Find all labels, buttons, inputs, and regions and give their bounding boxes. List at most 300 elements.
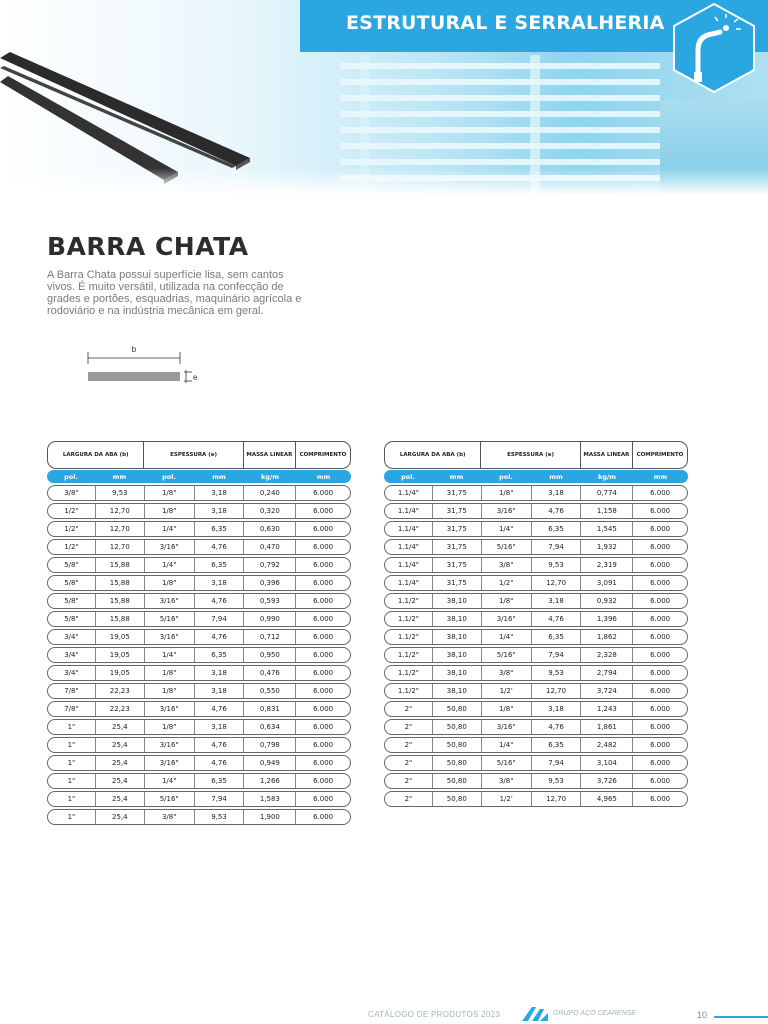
- table-cell: 1/2": [48, 540, 96, 555]
- table-row: [384, 791, 688, 808]
- table-cell: 0,831: [244, 702, 296, 717]
- table-cell: 38,10: [433, 630, 482, 645]
- table-cell: 3/16": [145, 630, 195, 645]
- table-cell: 0,240: [244, 486, 296, 501]
- table-cell: 6.000: [650, 524, 671, 533]
- table-cell: 2,319: [581, 558, 633, 573]
- table-cell: 5/16": [145, 792, 195, 807]
- table-cell: 3,18: [532, 486, 582, 501]
- table-cell: 12,70: [532, 576, 582, 591]
- table-cell: 38,10: [433, 684, 482, 699]
- table-row: [47, 719, 351, 736]
- table-cell: 1.1/2": [385, 666, 433, 681]
- table-cell: 6,35: [195, 774, 245, 789]
- fence-slat: [340, 63, 660, 69]
- fence-slat: [340, 79, 660, 85]
- table-row: [47, 773, 351, 790]
- table-cell: 6.000: [313, 758, 334, 767]
- unit-label: pol.: [401, 472, 415, 481]
- table-cell: 1/8": [145, 576, 195, 591]
- table-cell: 1.1/4": [385, 540, 433, 555]
- table-cell: 6.000: [313, 686, 334, 695]
- table-cell: 19,05: [96, 648, 145, 663]
- table-cell: 6.000: [313, 740, 334, 749]
- table-row: [384, 485, 688, 502]
- company-logo-icon: [520, 1005, 550, 1023]
- table-cell: 0,932: [581, 594, 633, 609]
- table-cell: 1/4": [482, 738, 532, 753]
- table-cell: 0,950: [244, 648, 296, 663]
- table-cell: 6.000: [650, 578, 671, 587]
- footer-group: GRUPO AÇO CEARENSE: [553, 1010, 636, 1017]
- footer-catalog: CATÁLOGO DE PRODUTOS 2023: [368, 1010, 501, 1019]
- table-cell: 25,4: [96, 792, 145, 807]
- table-cell: 6,35: [532, 630, 582, 645]
- table-cell: 1,862: [581, 630, 633, 645]
- table-cell: 3/8": [145, 810, 195, 825]
- table-row: [384, 575, 688, 592]
- table-cell: 1,932: [581, 540, 633, 555]
- table-cell: 9,53: [532, 558, 582, 573]
- table-cell: 9,53: [532, 666, 582, 681]
- table-cell: 3/4": [48, 630, 96, 645]
- table-cell: 3,18: [195, 486, 245, 501]
- table-cell: 19,05: [96, 630, 145, 645]
- table-cell: 1,243: [581, 702, 633, 717]
- table-cell: 3/8": [482, 558, 532, 573]
- table-cell: 3/16": [482, 504, 532, 519]
- table-cell: 1/8": [145, 486, 195, 501]
- table-cell: 1/8": [145, 504, 195, 519]
- table-cell: 1": [48, 774, 96, 789]
- table-cell: 6.000: [650, 668, 671, 677]
- table-cell: 6.000: [313, 794, 334, 803]
- table-cell: 5/16": [145, 612, 195, 627]
- table-cell: 6.000: [313, 704, 334, 713]
- table-cell: 5/16": [482, 756, 532, 771]
- table-cell: 25,4: [96, 810, 145, 825]
- header-largura: LARGURA DA ABA (b): [385, 442, 481, 468]
- profile-diagram: [82, 340, 212, 390]
- header-largura: LARGURA DA ABA (b): [48, 442, 144, 468]
- table-cell: 0,990: [244, 612, 296, 627]
- table-cell: 2": [385, 756, 433, 771]
- table-cell: 6.000: [650, 632, 671, 641]
- table-cell: 6.000: [650, 722, 671, 731]
- table-cell: 1.1/2": [385, 630, 433, 645]
- table-cell: 1/8": [145, 684, 195, 699]
- table-cell: 50,80: [433, 756, 482, 771]
- table-cell: 6.000: [313, 632, 334, 641]
- table-cell: 5/16": [482, 648, 532, 663]
- table-cell: 0,949: [244, 756, 296, 771]
- table-cell: 0,320: [244, 504, 296, 519]
- table-cell: 1,583: [244, 792, 296, 807]
- table-cell: 4,76: [195, 540, 245, 555]
- page-number: 10: [697, 1010, 708, 1020]
- table-cell: 2,328: [581, 648, 633, 663]
- unit-label: mm: [449, 472, 464, 481]
- table-cell: 0,798: [244, 738, 296, 753]
- table-row: [47, 521, 351, 538]
- table-cell: 2": [385, 792, 433, 807]
- unit-label: mm: [653, 472, 668, 481]
- table-cell: 1/8": [145, 720, 195, 735]
- welding-torch-icon: [668, 2, 760, 94]
- fence-slat: [340, 127, 660, 133]
- table-cell: 1,861: [581, 720, 633, 735]
- table-cell: 6.000: [313, 668, 334, 677]
- table-cell: 6.000: [650, 614, 671, 623]
- spec-table-left: [47, 441, 351, 825]
- table-row: [47, 575, 351, 592]
- table-cell: 7,94: [195, 612, 245, 627]
- unit-label: kg/m: [260, 472, 280, 481]
- table-cell: 31,75: [433, 540, 482, 555]
- table-row: [47, 665, 351, 682]
- thickness-label: e: [193, 373, 198, 382]
- table-cell: 1/2': [482, 792, 532, 807]
- table-cell: 6.000: [313, 596, 334, 605]
- table-cell: 6.000: [650, 704, 671, 713]
- table-cell: 1.1/4": [385, 486, 433, 501]
- section-title: ESTRUTURAL E SERRALHERIA: [346, 12, 665, 34]
- table-cell: 5/8": [48, 576, 96, 591]
- table-cell: 6.000: [313, 560, 334, 569]
- table-row: [47, 611, 351, 628]
- table-cell: 0,476: [244, 666, 296, 681]
- table-body: [47, 485, 351, 826]
- table-cell: 4,76: [195, 594, 245, 609]
- table-cell: 6.000: [650, 794, 671, 803]
- unit-label: pol.: [64, 472, 78, 481]
- table-row: [47, 791, 351, 808]
- table-cell: 0,634: [244, 720, 296, 735]
- table-cell: 38,10: [433, 594, 482, 609]
- table-cell: 0,792: [244, 558, 296, 573]
- table-row: [384, 683, 688, 700]
- table-cell: 1": [48, 720, 96, 735]
- table-cell: 1/8": [482, 594, 532, 609]
- fence-slat: [340, 159, 660, 165]
- table-cell: 25,4: [96, 720, 145, 735]
- table-row: [384, 647, 688, 664]
- table-cell: 6.000: [313, 578, 334, 587]
- table-cell: 6.000: [313, 614, 334, 623]
- table-cell: 3/16": [482, 720, 532, 735]
- table-cell: 1/4": [145, 774, 195, 789]
- table-cell: 1": [48, 810, 96, 825]
- unit-label: mm: [549, 472, 563, 481]
- table-cell: 0,396: [244, 576, 296, 591]
- header-massa: MASSA LINEAR: [244, 442, 296, 468]
- table-row: [47, 737, 351, 754]
- table-cell: 6.000: [650, 488, 671, 497]
- table-cell: 3/4": [48, 666, 96, 681]
- table-cell: 1/8": [482, 702, 532, 717]
- table-cell: 6.000: [650, 560, 671, 569]
- table-cell: 15,88: [96, 594, 145, 609]
- table-row: [47, 647, 351, 664]
- table-row: [384, 539, 688, 556]
- fence-slat: [340, 143, 660, 149]
- table-cell: 6,35: [532, 522, 582, 537]
- table-cell: 50,80: [433, 720, 482, 735]
- table-cell: 9,53: [96, 486, 145, 501]
- header-comprimento: COMPRIMENTO: [299, 452, 347, 458]
- table-cell: 3,18: [195, 576, 245, 591]
- table-row: [47, 809, 351, 826]
- table-cell: 25,4: [96, 738, 145, 753]
- table-cell: 1,266: [244, 774, 296, 789]
- table-cell: 6.000: [313, 488, 334, 497]
- table-cell: 1/2': [482, 684, 532, 699]
- table-cell: 12,70: [96, 540, 145, 555]
- table-cell: 1/4": [482, 630, 532, 645]
- table-cell: 0,470: [244, 540, 296, 555]
- table-cell: 1/2": [482, 576, 532, 591]
- table-cell: 15,88: [96, 558, 145, 573]
- table-cell: 1.1/2": [385, 612, 433, 627]
- table-cell: 1.1/4": [385, 522, 433, 537]
- table-cell: 1,158: [581, 504, 633, 519]
- table-cell: 1/2": [48, 504, 96, 519]
- unit-label: mm: [112, 472, 127, 481]
- table-cell: 0,712: [244, 630, 296, 645]
- fence-slat: [340, 111, 660, 117]
- table-cell: 12,70: [532, 792, 582, 807]
- table-cell: 1/8": [145, 666, 195, 681]
- table-cell: 4,76: [532, 720, 582, 735]
- table-cell: 31,75: [433, 576, 482, 591]
- table-body: [384, 485, 688, 808]
- table-cell: 6.000: [313, 542, 334, 551]
- table-cell: 6,35: [195, 558, 245, 573]
- table-cell: 1.1/2": [385, 648, 433, 663]
- table-row: [384, 503, 688, 520]
- table-cell: 3/4": [48, 648, 96, 663]
- table-row: [384, 629, 688, 646]
- hero-banner: [0, 0, 768, 195]
- table-cell: 3,18: [195, 504, 245, 519]
- table-cell: 2,482: [581, 738, 633, 753]
- table-row: [384, 593, 688, 610]
- table-row: [384, 611, 688, 628]
- table-cell: 4,965: [581, 792, 633, 807]
- table-cell: 6.000: [650, 686, 671, 695]
- table-row: [47, 557, 351, 574]
- table-row: [384, 755, 688, 772]
- table-cell: 12,70: [96, 522, 145, 537]
- table-cell: 0,550: [244, 684, 296, 699]
- table-cell: 38,10: [433, 666, 482, 681]
- table-cell: 6,35: [195, 522, 245, 537]
- header-espessura: ESPESSURA (e): [481, 442, 580, 468]
- table-cell: 6,35: [195, 648, 245, 663]
- unit-label: kg/m: [597, 472, 617, 481]
- table-row: [384, 557, 688, 574]
- table-cell: 1/4": [145, 558, 195, 573]
- table-cell: 1.1/4": [385, 558, 433, 573]
- table-cell: 7/8": [48, 702, 96, 717]
- table-cell: 6.000: [313, 722, 334, 731]
- table-cell: 3/16": [145, 756, 195, 771]
- table-cell: 12,70: [532, 684, 582, 699]
- table-cell: 1/8": [482, 486, 532, 501]
- table-cell: 1/4": [145, 648, 195, 663]
- table-cell: 1": [48, 738, 96, 753]
- table-cell: 6.000: [650, 758, 671, 767]
- header-massa: MASSA LINEAR: [581, 442, 633, 468]
- header-comprimento: COMPRIMENTO: [636, 452, 684, 458]
- flat-bars-image: [0, 30, 340, 190]
- unit-label: mm: [316, 472, 331, 481]
- table-cell: 3,091: [581, 576, 633, 591]
- table-cell: 19,05: [96, 666, 145, 681]
- table-cell: 6,35: [532, 738, 582, 753]
- table-header: [384, 441, 688, 469]
- product-title: BARRA CHATA: [47, 232, 249, 261]
- fence-slat: [340, 95, 660, 101]
- unit-label: pol.: [162, 472, 176, 481]
- product-description: A Barra Chata possui superfície lisa, sem cantos vivos. É muito versátil, utilizada na confecção de grades e portões, esquadrias, maquinário agrícola e rodoviário e na indústria mecânica em geral.: [47, 269, 302, 317]
- table-cell: 6.000: [650, 506, 671, 515]
- table-cell: 3/16": [482, 612, 532, 627]
- table-row: [384, 737, 688, 754]
- table-cell: 3,104: [581, 756, 633, 771]
- table-row: [384, 719, 688, 736]
- table-row: [47, 701, 351, 718]
- table-cell: 5/8": [48, 558, 96, 573]
- table-cell: 2": [385, 720, 433, 735]
- table-cell: 6.000: [313, 812, 334, 821]
- table-cell: 50,80: [433, 702, 482, 717]
- table-cell: 1.1/2": [385, 684, 433, 699]
- table-cell: 0,630: [244, 522, 296, 537]
- table-cell: 6.000: [650, 740, 671, 749]
- table-cell: 3/16": [145, 540, 195, 555]
- table-cell: 4,76: [532, 612, 582, 627]
- table-cell: 3,18: [195, 720, 245, 735]
- table-cell: 6.000: [650, 650, 671, 659]
- table-cell: 4,76: [195, 756, 245, 771]
- table-cell: 1/4": [145, 522, 195, 537]
- table-cell: 1.1/4": [385, 576, 433, 591]
- table-cell: 1/4": [482, 522, 532, 537]
- table-cell: 1,900: [244, 810, 296, 825]
- table-cell: 6.000: [650, 776, 671, 785]
- table-cell: 4,76: [532, 504, 582, 519]
- table-cell: 7,94: [532, 540, 582, 555]
- table-cell: 6.000: [313, 524, 334, 533]
- table-row: [384, 701, 688, 718]
- table-cell: 31,75: [433, 522, 482, 537]
- table-cell: 7,94: [532, 648, 582, 663]
- table-cell: 3,18: [195, 666, 245, 681]
- table-cell: 31,75: [433, 504, 482, 519]
- table-row: [47, 485, 351, 502]
- table-cell: 31,75: [433, 558, 482, 573]
- table-row: [47, 629, 351, 646]
- table-cell: 5/8": [48, 594, 96, 609]
- table-header: [47, 441, 351, 469]
- table-cell: 22,23: [96, 702, 145, 717]
- table-cell: 3/8": [48, 486, 96, 501]
- table-row: [47, 755, 351, 772]
- table-cell: 3/8": [482, 774, 532, 789]
- table-cell: 2,794: [581, 666, 633, 681]
- table-cell: 25,4: [96, 774, 145, 789]
- width-label: b: [131, 345, 137, 354]
- table-cell: 5/8": [48, 612, 96, 627]
- table-cell: 4,76: [195, 702, 245, 717]
- table-cell: 3,18: [532, 702, 582, 717]
- table-cell: 1": [48, 792, 96, 807]
- table-row: [384, 665, 688, 682]
- table-cell: 38,10: [433, 612, 482, 627]
- table-cell: 1,545: [581, 522, 633, 537]
- table-cell: 7,94: [532, 756, 582, 771]
- table-cell: 3,18: [532, 594, 582, 609]
- table-cell: 9,53: [532, 774, 582, 789]
- unit-label: pol.: [499, 472, 513, 481]
- table-row: [47, 539, 351, 556]
- table-cell: 1.1/4": [385, 504, 433, 519]
- table-cell: 1.1/2": [385, 594, 433, 609]
- table-cell: 3/16": [145, 738, 195, 753]
- table-cell: 4,76: [195, 738, 245, 753]
- table-cell: 50,80: [433, 774, 482, 789]
- table-cell: 22,23: [96, 684, 145, 699]
- table-cell: 1,396: [581, 612, 633, 627]
- table-cell: 9,53: [195, 810, 245, 825]
- table-cell: 12,70: [96, 504, 145, 519]
- hero-fade: [0, 168, 768, 195]
- table-cell: 2": [385, 774, 433, 789]
- table-cell: 0,593: [244, 594, 296, 609]
- table-cell: 15,88: [96, 612, 145, 627]
- spec-table-right: [384, 441, 688, 807]
- table-cell: 31,75: [433, 486, 482, 501]
- table-cell: 1": [48, 756, 96, 771]
- table-row: [384, 773, 688, 790]
- table-row: [47, 503, 351, 520]
- footer-accent-line: [714, 1016, 768, 1018]
- table-cell: 7,94: [195, 792, 245, 807]
- units-row: [47, 470, 351, 483]
- unit-label: mm: [212, 472, 226, 481]
- table-cell: 15,88: [96, 576, 145, 591]
- table-cell: 5/16": [482, 540, 532, 555]
- table-cell: 4,76: [195, 630, 245, 645]
- table-cell: 3/8": [482, 666, 532, 681]
- table-cell: 50,80: [433, 738, 482, 753]
- table-row: [47, 593, 351, 610]
- table-cell: 7/8": [48, 684, 96, 699]
- table-cell: 6.000: [650, 542, 671, 551]
- table-cell: 3/16": [145, 702, 195, 717]
- table-cell: 6.000: [313, 650, 334, 659]
- table-row: [384, 521, 688, 538]
- table-cell: 6.000: [313, 506, 334, 515]
- table-cell: 3,726: [581, 774, 633, 789]
- table-cell: 2": [385, 702, 433, 717]
- table-cell: 0,774: [581, 486, 633, 501]
- header-espessura: ESPESSURA (e): [144, 442, 243, 468]
- table-cell: 38,10: [433, 648, 482, 663]
- table-cell: 3/16": [145, 594, 195, 609]
- table-cell: 2": [385, 738, 433, 753]
